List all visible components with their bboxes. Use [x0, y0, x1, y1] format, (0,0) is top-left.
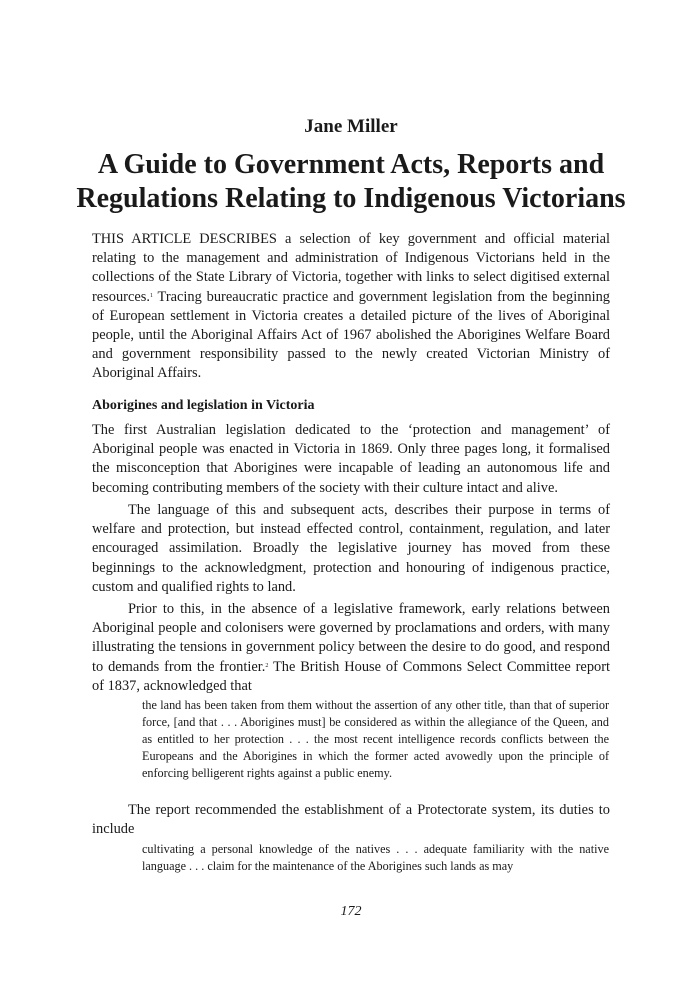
paragraph-first-legislation: The first Australian legislation dedicated to the ‘protection and management’ of Aboriginal people was enacted in Victoria in 1869. Only three pages long, it formalised the misconception that Aborigines were incapable of leading an autonomous life and becoming contributing members of the society with their culture intact and alive.	[92, 422, 610, 496]
page-number: 172	[340, 904, 362, 919]
section-heading: Aborigines and legislation in Victoria	[92, 398, 315, 413]
paragraph-prior-text: Prior to this, in the absence of a legislative framework, early relations between Aboriginal people and colonisers were governed by proclamations and orders, with many illustrating the tensions in government policy between the desire to do good, and respond to demands from the frontier.	[92, 601, 610, 675]
block-quote-1837-report: the land has been taken from them without the assertion of any other title, than that of superior force, [and that . . . Aborigines must] be considered as within the allegiance of the Queen, and as entitled to her protection . . . the most recent intelligence records conflicts between the Europeans and the Aborigines in which the former acted avowedly upon the principle of enforcing belligerent rights against a public enemy.	[142, 698, 609, 780]
intro-paragraph	[92, 230, 610, 384]
paragraph-language-of-acts: The language of this and subsequent acts, describes their purpose in terms of welfare and protection, but instead effected control, containment, regulation, and later encouraged assimilation. Broadly the legislative journey has moved from these beginnings to the acknowledgment, protection and honouring of indigenous practice, custom and qualified rights to land.	[92, 502, 610, 595]
block-quote-protectorate-duties: cultivating a personal knowledge of the natives . . . adequate familiarity with the native language . . . claim for the maintenance of the Aborigines such lands as may	[142, 842, 609, 873]
author-name: Jane Miller	[304, 116, 398, 137]
footnote-ref-1[interactable]: 1	[149, 292, 153, 299]
paragraph-prior-framework	[92, 600, 610, 696]
paragraph-protectorate: The report recommended the establishment of a Protectorate system, its duties to include	[92, 802, 610, 838]
intro-lead-caps: THIS ARTICLE DESCRIBES	[92, 231, 277, 247]
document-page	[76, 0, 626, 1000]
article-title: A Guide to Government Acts, Reports and Regulations Relating to Indigenous Victorians	[76, 149, 626, 214]
intro-text-continued: Tracing bureaucratic practice and government legislation from the beginning of European settlement in Victoria creates a detailed picture of the lives of Aboriginal people, until the Aboriginal Affairs Act of 1967 abolished the Aborigines Welfare Board and government responsibility passed to the newly created Victorian Ministry of Aboriginal Affairs.	[92, 288, 610, 382]
paragraph-prior-text-continued: The British House of Commons Select Committee report of 1837, acknowledged that	[92, 658, 610, 694]
intro-text: a selection of key government and official material relating to the management and administration of Indigenous Victorians held in the collections of the State Library of Victoria, together with links to select digitised external resources.	[92, 231, 610, 305]
footnote-ref-2[interactable]: 2	[265, 662, 269, 669]
